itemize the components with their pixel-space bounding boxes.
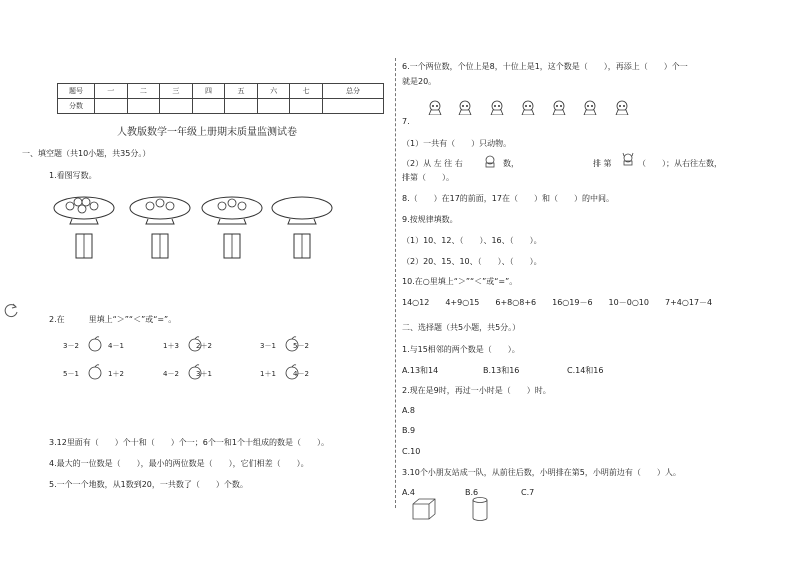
plate-with-apples xyxy=(128,192,192,272)
animal-icon xyxy=(487,100,505,115)
plate-with-apples xyxy=(52,192,116,272)
animal-icon xyxy=(425,100,443,115)
choice-1-option-c[interactable]: C.14和16 xyxy=(567,366,604,375)
choice-2-option-a[interactable]: A.8 xyxy=(402,406,415,415)
score-input-cell[interactable] xyxy=(257,99,290,114)
animal-icon xyxy=(549,100,567,115)
question-6-line1: 6.一个两位数，个位上是8，十位上是1，这个数是（ ），再添上（ ）个一 xyxy=(402,62,688,71)
expression-right: 3＋1 xyxy=(196,370,212,378)
score-input-cell[interactable] xyxy=(192,99,225,114)
question-4: 4.最大的一位数是（ ），最小的两位数是（ ），它们相差（ ）。 xyxy=(49,459,309,468)
column-divider xyxy=(395,58,396,508)
question-8: 8.（ ）在17的前面，17在（ ）和（ ）的中间。 xyxy=(402,194,614,203)
question-10: 10.在○里填上“＞”“＜”或“=”。 xyxy=(402,277,518,286)
table-cell: 六 xyxy=(257,84,290,99)
animal-icon xyxy=(455,100,473,115)
choice-1-option-a[interactable]: A.13和14 xyxy=(402,366,439,375)
table-cell: 五 xyxy=(225,84,258,99)
refresh-icon xyxy=(3,301,19,319)
table-cell: 总分 xyxy=(322,84,383,99)
animal-icon xyxy=(518,100,536,115)
compare-circle-icon[interactable] xyxy=(87,336,103,352)
score-input-cell[interactable] xyxy=(322,99,383,114)
expression-right: 5－2 xyxy=(293,342,309,350)
question-7-2a: （2）从 左 往 右 xyxy=(402,159,463,168)
section1-heading: 一、填空题（共10小题，共35分。） xyxy=(22,149,151,158)
table-cell: 四 xyxy=(192,84,225,99)
score-input-cell[interactable] xyxy=(95,99,128,114)
score-input-cell[interactable] xyxy=(127,99,160,114)
question-2: 2.在 里填上“＞”“＜”或“=”。 xyxy=(49,315,177,324)
question-6-line2: 就是20。 xyxy=(402,77,437,86)
expression-left: 3－1 xyxy=(260,342,276,350)
score-input-cell[interactable] xyxy=(160,99,193,114)
table-cell: 二 xyxy=(127,84,160,99)
expression-right: 2＋2 xyxy=(196,342,212,350)
plate-with-apples xyxy=(270,192,334,272)
apple-icon xyxy=(156,199,164,207)
choice-2-option-b[interactable]: B.9 xyxy=(402,426,416,435)
table-cell: 七 xyxy=(290,84,323,99)
question-7-2b: 数， xyxy=(503,159,519,168)
choice-2-option-c[interactable]: C.10 xyxy=(402,447,421,456)
apple-icon xyxy=(146,202,154,210)
expression-left: 1＋1 xyxy=(260,370,276,378)
question-3: 3.12里面有（ ）个十和（ ）个一；6个一和1个十组成的数是（ ）。 xyxy=(49,438,329,447)
question-7-2d: （ ）；从右往左数， xyxy=(638,159,722,168)
question-7-1: （1）一共有（ ）只动物。 xyxy=(402,139,512,148)
table-cell: 分数 xyxy=(58,99,95,114)
apple-icon xyxy=(66,202,74,210)
choice-1: 1.与15相邻的两个数是（ ）。 xyxy=(402,345,520,354)
expression-right: 4－1 xyxy=(108,342,124,350)
question-9: 9.按规律填数。 xyxy=(402,215,458,224)
animal-icon xyxy=(580,100,598,115)
table-cell: 三 xyxy=(160,84,193,99)
page-title: 人教版数学一年级上册期末质量监测试卷 xyxy=(117,127,297,138)
choice-3-option-b[interactable]: B.6 xyxy=(465,488,479,497)
choice-3-option-a[interactable]: A.4 xyxy=(402,488,415,497)
apple-icon xyxy=(238,202,246,210)
choice-2: 2.现在是9时，再过一小时是（ ）时。 xyxy=(402,386,551,395)
apple-icon xyxy=(228,199,236,207)
dog-icon xyxy=(621,152,635,166)
apple-icon xyxy=(90,202,98,210)
compare-circle-icon[interactable] xyxy=(87,364,103,380)
section2-heading: 二、选择题（共5小题，共5分。） xyxy=(402,323,521,332)
cylinder-icon xyxy=(471,496,489,522)
score-input-cell[interactable] xyxy=(290,99,323,114)
apple-icon xyxy=(78,205,86,213)
expression-left: 4－2 xyxy=(163,370,179,378)
score-table-score-row xyxy=(58,99,384,114)
score-table xyxy=(57,83,384,114)
expression-right: 4－2 xyxy=(293,370,309,378)
choice-3-option-c[interactable]: C.7 xyxy=(521,488,535,497)
score-table-header-row xyxy=(58,84,384,99)
table-cell: 一 xyxy=(95,84,128,99)
apple-icon xyxy=(166,202,174,210)
choice-1-option-b[interactable]: B.13和16 xyxy=(483,366,520,375)
table-cell: 题号 xyxy=(58,84,95,99)
expression-left: 1＋3 xyxy=(163,342,179,350)
score-input-cell[interactable] xyxy=(225,99,258,114)
choice-3: 3.10个小朋友站成一队，从前往后数，小明排在第5，小明前边有（ ）人。 xyxy=(402,468,681,477)
expression-left: 3－2 xyxy=(63,342,79,350)
question-7-2e: 排第（ ）。 xyxy=(402,173,454,182)
animal-icon xyxy=(612,100,630,115)
question-7-2c: 排 第 xyxy=(593,159,612,168)
question-1: 1.看图写数。 xyxy=(49,171,97,180)
apple-icon xyxy=(218,202,226,210)
question-5: 5.一个一个地数，从1数到20，一共数了（ ）个数。 xyxy=(49,480,248,489)
expression-right: 1＋2 xyxy=(108,370,124,378)
question-9-2: （2）20、15、10、（ ）、（ ）。 xyxy=(402,257,542,266)
question-7: 7. xyxy=(402,117,410,126)
question-9-1: （1）10、12、（ ）、16、（ ）。 xyxy=(402,236,542,245)
expression-left: 5－1 xyxy=(63,370,79,378)
plate-with-apples xyxy=(200,192,264,272)
cube-icon xyxy=(411,497,437,521)
cat-icon xyxy=(483,154,497,168)
question-10-items: 14○12 4+9○15 6+8○8+6 16○19－6 10－0○10 7+4○17－4 xyxy=(402,298,713,307)
